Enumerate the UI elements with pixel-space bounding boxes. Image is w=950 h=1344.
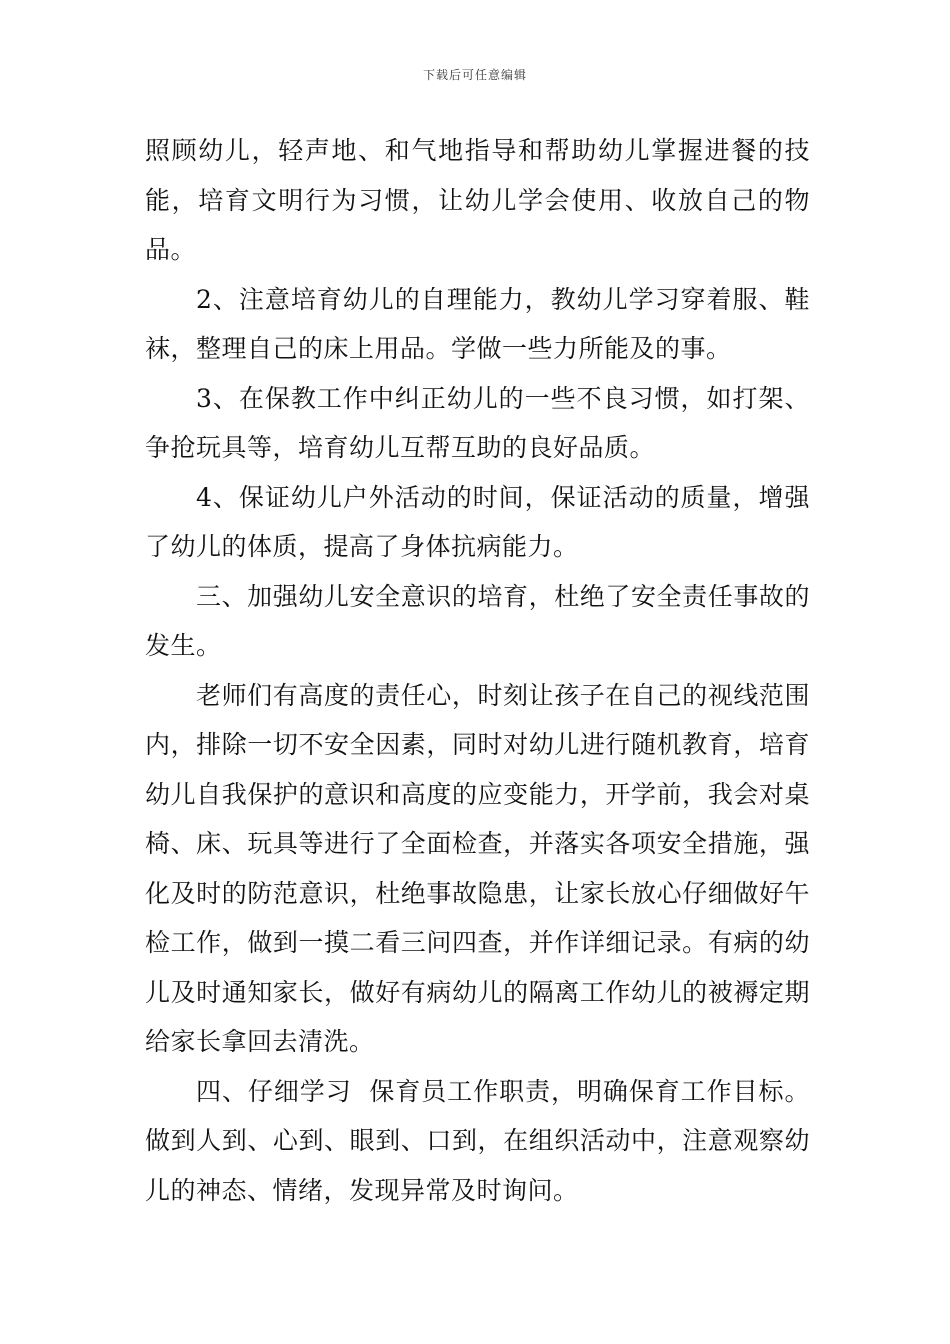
paragraph-5: 三、加强幼儿安全意识的培育，杜绝了安全责任事故的发生。: [145, 581, 810, 660]
paragraph-6: 老师们有高度的责任心，时刻让孩子在自己的视线范围内，排除一切不安全因素，同时对幼儿进行随机教育，培育幼儿自我保护的意识和高度的应变能力，开学前，我会对桌椅、床、玩具等进行了全面检查，并落实各项安全措施，强化及时的防范意识，杜绝事故隐患，让家长放心仔细做好午检工作，做到一摸二看三问四查，并作详细记录。有病的幼儿及时通知家长，做好有病幼儿的隔离工作幼儿的被褥定期给家长拿回去清洗。: [145, 680, 810, 1056]
header-note: 下载后可任意编辑: [422, 68, 527, 82]
paragraph-7: 四、仔细学习 保育员工作职责，明确保育工作目标。做到人到、心到、眼到、口到，在组织活动中，注意观察幼儿的神态、情绪，发现异常及时询问。: [145, 1076, 810, 1205]
paragraph-3: 3、在保教工作中纠正幼儿的一些不良习惯，如打架、争抢玩具等，培育幼儿互帮互助的良好品质。: [145, 383, 810, 462]
body-text: [145, 126, 810, 1215]
paragraph-1: 照顾幼儿，轻声地、和气地指导和帮助幼儿掌握进餐的技能，培育文明行为习惯，让幼儿学会使用、收放自己的物品。: [145, 136, 810, 264]
paragraph-4: 4、保证幼儿户外活动的时间，保证活动的质量，增强了幼儿的体质，提高了身体抗病能力。: [145, 482, 810, 561]
paragraph-2: 2、注意培育幼儿的自理能力，教幼儿学习穿着服、鞋袜，整理自己的床上用品。学做一些力所能及的事。: [145, 284, 810, 363]
